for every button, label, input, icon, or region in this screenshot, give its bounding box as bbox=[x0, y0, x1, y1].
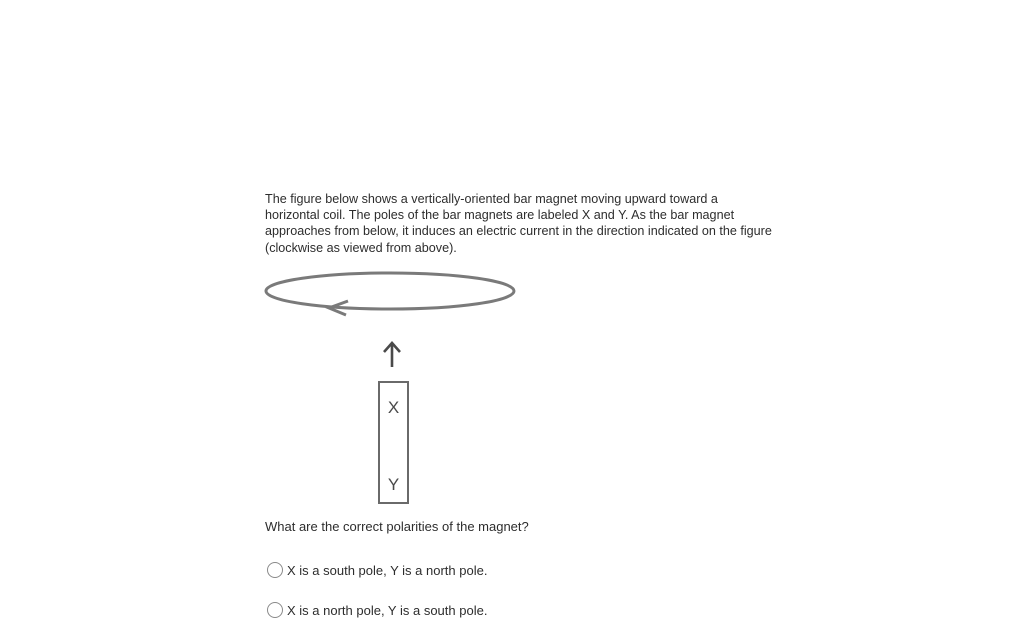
pole-label-y: Y bbox=[387, 475, 400, 494]
radio-button-2[interactable] bbox=[267, 602, 283, 618]
question-text: The figure below shows a vertically-oriented bar magnet moving upward toward a horizontal coil. The poles of the bar magnets are labeled X and Y. As the bar magnet approaches from below, it induces an electric current in the direction indicated on the figure (clockwise as viewed from above). bbox=[265, 192, 772, 255]
up-arrow-icon bbox=[384, 343, 400, 367]
answer-option-2[interactable] bbox=[267, 602, 487, 618]
question-prompt: What are the correct polarities of the magnet? bbox=[265, 519, 529, 534]
coil-loop bbox=[266, 273, 514, 309]
answer-option-1-label: X is a south pole, Y is a north pole. bbox=[287, 562, 488, 578]
radio-button-1[interactable] bbox=[267, 562, 283, 578]
magnet-coil-figure bbox=[258, 270, 528, 510]
pole-label-x: X bbox=[387, 398, 400, 417]
answer-option-2-label: X is a north pole, Y is a south pole. bbox=[287, 602, 488, 618]
figure-svg bbox=[258, 270, 528, 510]
answer-option-1[interactable] bbox=[267, 562, 487, 578]
